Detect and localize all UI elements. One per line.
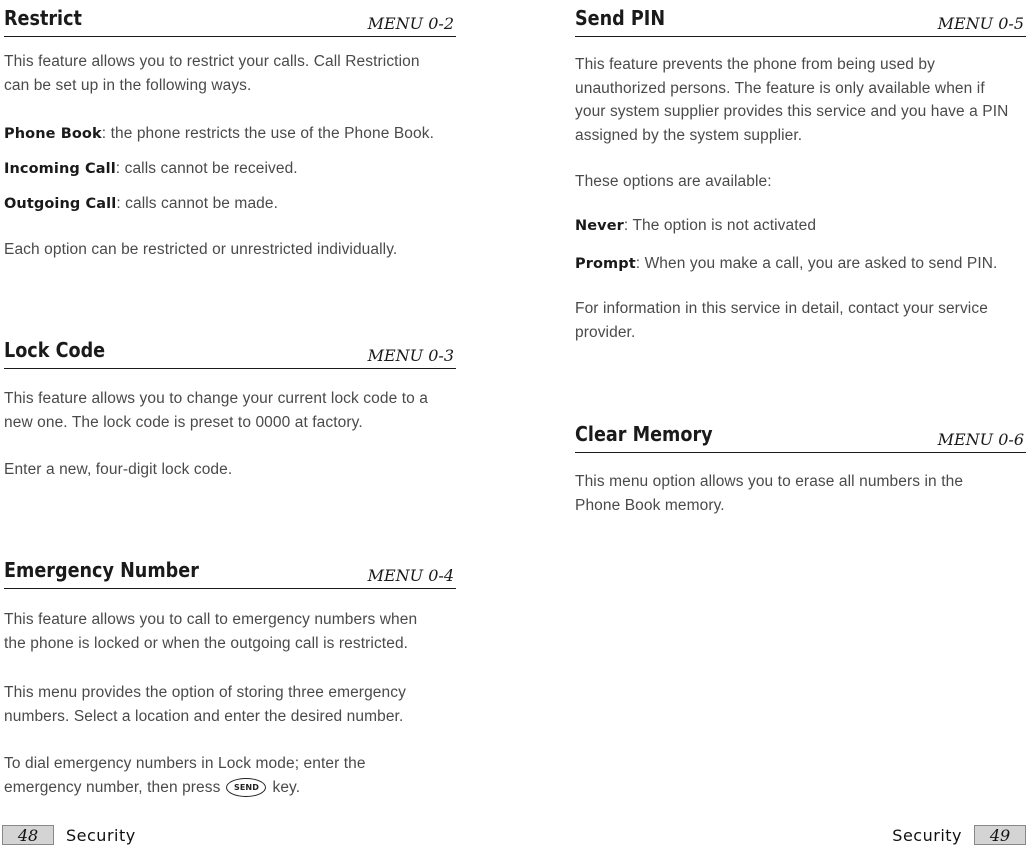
option-text: : calls cannot be made. <box>116 195 279 212</box>
footer-left <box>2 825 202 847</box>
text-line: This menu provides the option of storing three emergency <box>4 684 406 701</box>
section-header <box>4 332 456 369</box>
paragraph <box>575 297 1026 344</box>
page-number: 49 <box>974 825 1026 845</box>
section-title: Emergency Number <box>4 558 199 582</box>
paragraph: Each option can be restricted or unrestricted individually. <box>4 241 398 258</box>
option-never <box>575 214 1026 239</box>
option-phone-book <box>4 122 456 147</box>
option-term: Never <box>575 218 624 234</box>
text-line: the phone is locked or when the outgoing call is restricted. <box>4 634 409 652</box>
section-header <box>4 552 456 589</box>
section-header <box>4 0 456 37</box>
text-line: provider. <box>575 323 636 341</box>
option-term: Incoming Call <box>4 161 116 177</box>
paragraph: These options are available: <box>575 173 772 190</box>
section-emergency-number <box>4 552 456 589</box>
menu-path: MENU 0-5 <box>937 14 1024 33</box>
text-line: This feature prevents the phone from being used by <box>575 56 935 73</box>
section-header <box>575 0 1026 37</box>
menu-path: MENU 0-2 <box>367 14 454 33</box>
option-term: Phone Book <box>4 126 102 142</box>
option-text: : the phone restricts the use of the Phone Book. <box>101 125 434 142</box>
paragraph <box>4 681 456 728</box>
text-line: Phone Book memory. <box>575 496 725 514</box>
text-line: This feature allows you to change your current lock code to a <box>4 390 428 407</box>
text-line: assigned by the system supplier. <box>575 126 803 144</box>
text-line: This menu option allows you to erase all numbers in the <box>575 473 964 490</box>
section-restrict <box>4 0 456 37</box>
paragraph <box>4 608 456 655</box>
paragraph <box>575 53 1026 147</box>
section-title: Lock Code <box>4 338 106 362</box>
menu-path: MENU 0-4 <box>367 566 454 585</box>
text-line: your system supplier provides this service and you have a PIN <box>575 103 1009 120</box>
text-line: can be set up in the following ways. <box>4 76 252 94</box>
send-key-icon: SEND <box>226 778 266 797</box>
option-outgoing-call <box>4 192 456 217</box>
section-clear-memory <box>575 416 1026 453</box>
option-incoming-call <box>4 157 456 182</box>
section-title: Restrict <box>4 6 82 30</box>
option-term: Outgoing Call <box>4 196 117 212</box>
paragraph <box>4 387 456 434</box>
section-title: Send PIN <box>575 6 666 30</box>
option-text: : When you make a call, you are asked to send PIN. <box>635 255 998 272</box>
option-prompt <box>575 252 1026 277</box>
paragraph <box>4 752 456 799</box>
text-line: key. <box>272 778 301 796</box>
option-text: : The option is not activated <box>623 217 817 234</box>
text-line: To dial emergency numbers in Lock mode; enter the <box>4 755 366 772</box>
text-line: emergency number, then press <box>4 778 221 796</box>
paragraph <box>4 50 456 97</box>
text-line: unauthorized persons. The feature is only available when if <box>575 79 985 97</box>
section-send-pin <box>575 0 1026 37</box>
text-line: This feature allows you to restrict your calls. Call Restriction <box>4 53 420 70</box>
footer-right <box>826 825 1026 847</box>
footer-label: Security <box>66 826 136 845</box>
footer-label: Security <box>892 826 962 845</box>
section-header <box>575 416 1026 453</box>
option-term: Prompt <box>575 256 636 272</box>
option-text: : calls cannot be received. <box>115 160 298 177</box>
paragraph <box>575 470 1026 517</box>
text-line: numbers. Select a location and enter the desired number. <box>4 707 404 725</box>
page-number: 48 <box>2 825 54 845</box>
menu-path: MENU 0-3 <box>367 346 454 365</box>
text-line: This feature allows you to call to emergency numbers when <box>4 611 418 628</box>
section-title: Clear Memory <box>575 422 713 446</box>
section-lock-code <box>4 332 456 369</box>
text-line: new one. The lock code is preset to 0000 at factory. <box>4 413 363 431</box>
paragraph: Enter a new, four-digit lock code. <box>4 461 233 478</box>
menu-path: MENU 0-6 <box>937 430 1024 449</box>
text-line: For information in this service in detail, contact your service <box>575 300 988 317</box>
